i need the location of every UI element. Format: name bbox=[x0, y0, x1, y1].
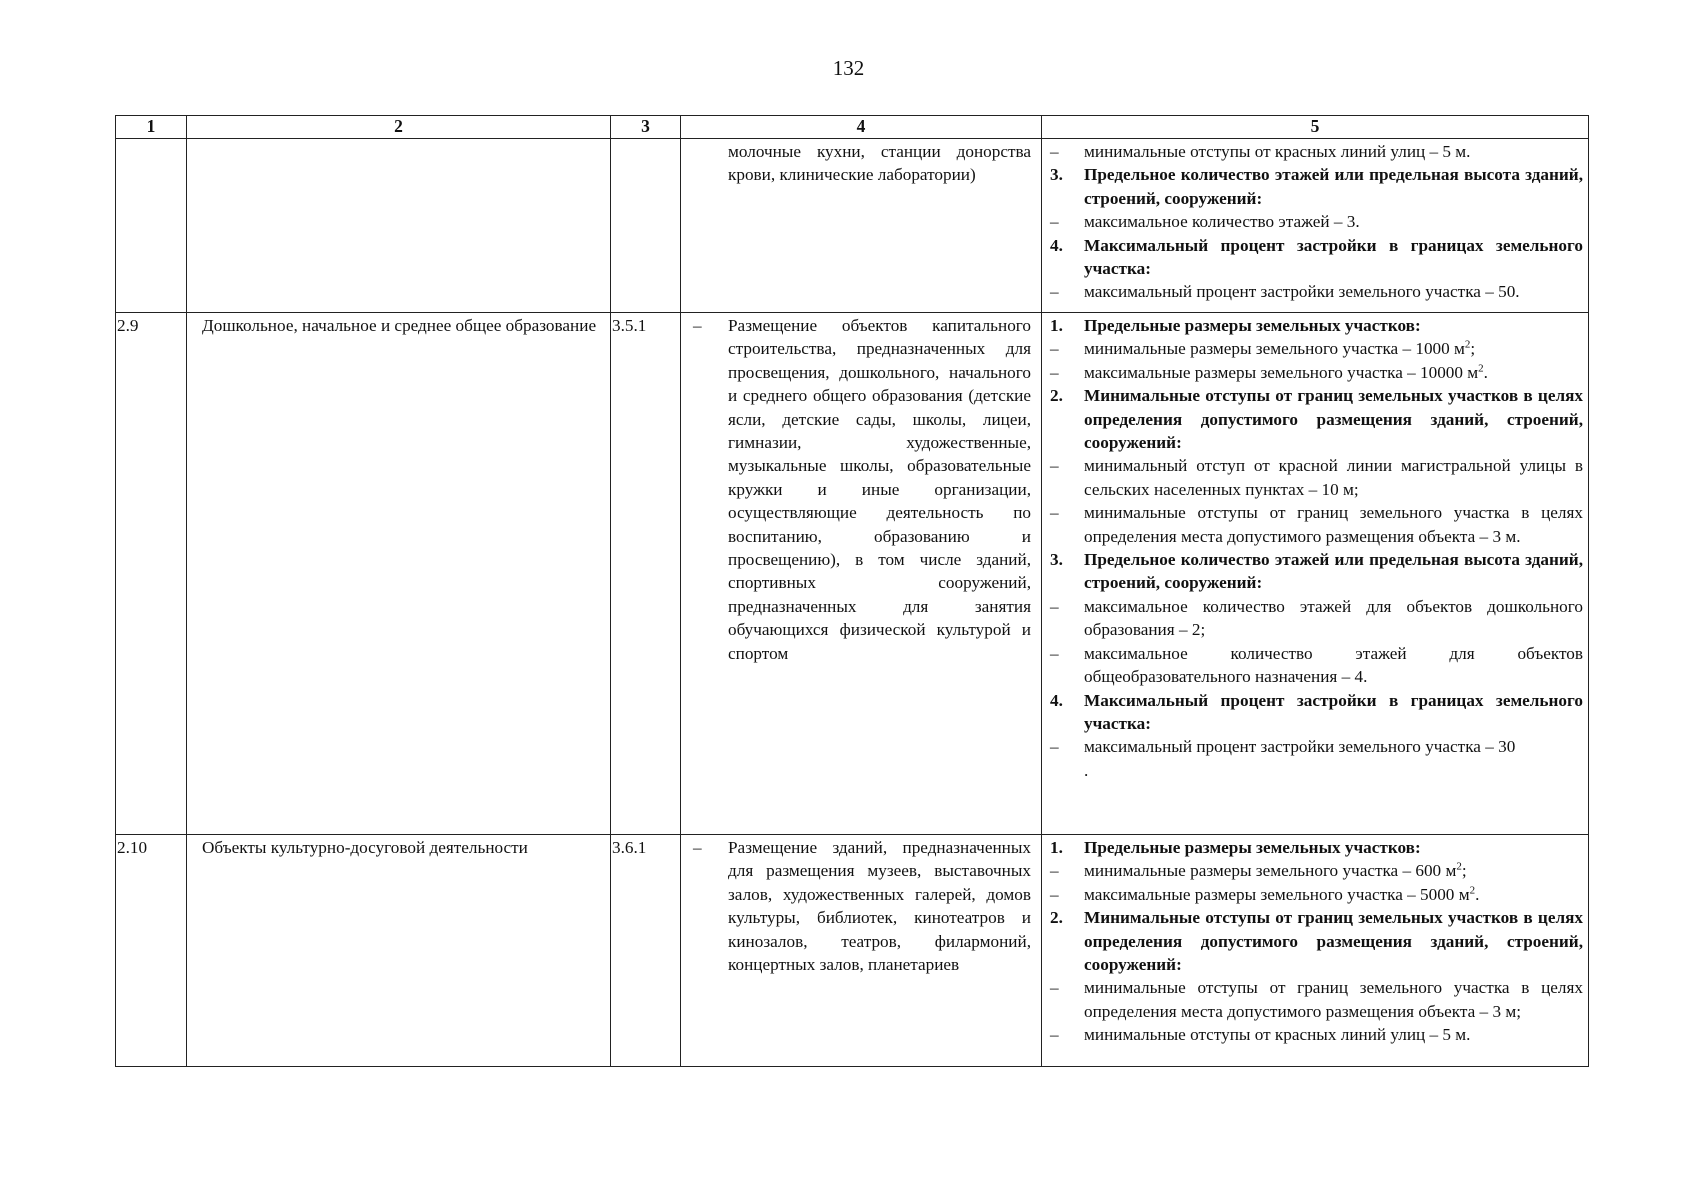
item-text bbox=[1084, 337, 1583, 360]
item-text bbox=[1084, 384, 1583, 454]
use-code: 3.6.1 bbox=[612, 838, 647, 857]
use-code: 3.5.1 bbox=[612, 316, 647, 335]
item-text-main: минимальные отступы от красных линий улиц – 5 м. bbox=[1084, 1025, 1471, 1045]
dash-marker: – bbox=[1050, 142, 1059, 161]
item-text-main: Предельное количество этажей или предельная высота зданий, строений, сооружений: bbox=[1084, 550, 1583, 593]
parameter-heading bbox=[1050, 234, 1583, 281]
item-text bbox=[1084, 883, 1583, 906]
row-number-cell bbox=[116, 139, 187, 313]
parameter-heading bbox=[1050, 314, 1583, 337]
dash-marker: – bbox=[1050, 978, 1059, 998]
row-number: 2.10 bbox=[117, 838, 148, 857]
item-number: 3. bbox=[1050, 165, 1063, 185]
item-text-tail: . bbox=[1475, 884, 1480, 904]
use-type-name: Дошкольное, начальное и среднее общее образование bbox=[202, 316, 597, 335]
parameter-item bbox=[1050, 859, 1583, 882]
description-text: Размещение объектов капитального строительства, предназначенных для просвещения, дошкольного, начального и среднего общего образования (детские ясли, детские сады, школы, лицеи, гимназии, художественные, музыкальные школы, образовательные кружки и иные организации, осуществляющие деятельность по воспитанию, образованию и просвещению), в том числе зданий, спортивных сооружений, предназначенных для занятия обучающихся физической культурой и спортом bbox=[728, 316, 1031, 663]
item-text-main: минимальный отступ от красной линии магистральной улицы в сельских населенных пунктах – 10 м; bbox=[1084, 456, 1583, 499]
item-number: 2. bbox=[1050, 908, 1063, 928]
item-text bbox=[1084, 689, 1583, 736]
item-text-main: максимальный процент застройки земельного участка – 50. bbox=[1084, 282, 1520, 302]
dash-marker: – bbox=[1050, 861, 1059, 881]
parameter-item bbox=[1050, 337, 1583, 360]
code-cell bbox=[611, 139, 681, 313]
dash-marker: – bbox=[1050, 884, 1059, 904]
superscript: 2 bbox=[1478, 362, 1484, 375]
item-text-main: Минимальные отступы от границ земельных участков в целях определения допустимого размещения зданий, строений, сооружений: bbox=[1084, 908, 1583, 975]
row-number: 2.9 bbox=[117, 316, 139, 335]
row-number-cell bbox=[116, 835, 187, 1067]
page-number: 132 bbox=[832, 56, 865, 80]
item-number: 1. bbox=[1050, 316, 1063, 335]
use-type-cell bbox=[187, 313, 611, 835]
parameter-heading bbox=[1050, 163, 1583, 210]
parameter-item bbox=[1050, 735, 1583, 758]
table-row bbox=[116, 139, 1589, 313]
superscript: 2 bbox=[1464, 338, 1471, 351]
item-text-main: максимальные размеры земельного участка – 5000 м bbox=[1084, 884, 1470, 904]
item-text-main: Минимальные отступы от границ земельных участков в целях определения допустимого размещения зданий, строений, сооружений: bbox=[1084, 386, 1583, 453]
dash-marker: – bbox=[1050, 503, 1059, 523]
description-cell bbox=[681, 139, 1042, 313]
item-text-main: Максимальный процент застройки в границах земельного участка: bbox=[1084, 235, 1583, 279]
item-text bbox=[1084, 501, 1583, 548]
description-item bbox=[693, 836, 1031, 976]
item-text bbox=[1084, 836, 1583, 859]
parameter-heading bbox=[1050, 689, 1583, 736]
item-text bbox=[1084, 642, 1583, 689]
item-text bbox=[1084, 234, 1583, 281]
code-cell bbox=[611, 313, 681, 835]
item-number: 1. bbox=[1050, 838, 1063, 857]
code-cell bbox=[611, 835, 681, 1067]
description-cell bbox=[681, 313, 1042, 835]
item-text-main: максимальное количество этажей – 3. bbox=[1084, 212, 1360, 232]
parameter-heading bbox=[1050, 384, 1583, 454]
item-text bbox=[1084, 735, 1583, 758]
parameter-item bbox=[1050, 210, 1583, 233]
item-text-main: минимальные отступы от красных линий улиц – 5 м. bbox=[1084, 142, 1471, 161]
use-type-cell bbox=[187, 835, 611, 1067]
parameter-heading bbox=[1050, 906, 1583, 976]
description-text: молочные кухни, станции донорства крови, клинические лаборатории) bbox=[728, 142, 1031, 185]
item-text bbox=[1084, 314, 1583, 337]
item-text-main: Максимальный процент застройки в границах земельного участка: bbox=[1084, 690, 1583, 733]
item-number: 4. bbox=[1050, 235, 1063, 255]
column-header: 4 bbox=[681, 116, 1042, 139]
item-text bbox=[1084, 595, 1583, 642]
item-text-main: минимальные размеры земельного участка – 600 м bbox=[1084, 861, 1457, 881]
dash-marker: – bbox=[1050, 737, 1059, 757]
item-text bbox=[1084, 454, 1583, 501]
regulations-table bbox=[115, 115, 1589, 1067]
header-row bbox=[116, 116, 1589, 139]
item-text bbox=[1084, 280, 1583, 303]
item-text bbox=[1084, 906, 1583, 976]
description-cell bbox=[681, 835, 1042, 1067]
dash-marker: – bbox=[1050, 643, 1059, 663]
parameter-item bbox=[1050, 454, 1583, 501]
parameter-item bbox=[1050, 883, 1583, 906]
dash-marker: – bbox=[1050, 339, 1059, 359]
parameter-heading bbox=[1050, 836, 1583, 859]
column-header: 2 bbox=[187, 116, 611, 139]
parameter-item bbox=[1050, 501, 1583, 548]
item-text bbox=[1084, 140, 1583, 163]
parameter-item bbox=[1050, 1023, 1583, 1046]
item-text-main: Предельное количество этажей или предельная высота зданий, строений, сооружений: bbox=[1084, 165, 1583, 208]
column-header: 3 bbox=[611, 116, 681, 139]
dash-marker: – bbox=[1050, 596, 1059, 616]
dash-marker: – bbox=[1050, 456, 1059, 476]
item-number: 2. bbox=[1050, 386, 1063, 406]
use-type-cell bbox=[187, 139, 611, 313]
dash-marker: – bbox=[1050, 362, 1059, 382]
item-text-main: максимальный процент застройки земельного участка – 30 bbox=[1084, 737, 1516, 757]
description-item bbox=[693, 314, 1031, 665]
parameter-item bbox=[1050, 280, 1583, 303]
item-text bbox=[1084, 163, 1583, 210]
item-text bbox=[1084, 976, 1583, 1023]
parameters-cell bbox=[1042, 835, 1589, 1067]
item-text-main: максимальное количество этажей для объектов дошкольного образования – 2; bbox=[1084, 596, 1583, 640]
use-type-name: Объекты культурно-досуговой деятельности bbox=[202, 838, 528, 857]
item-text-tail: ; bbox=[1470, 339, 1476, 359]
column-header: 5 bbox=[1042, 116, 1589, 139]
item-text bbox=[1084, 1023, 1583, 1046]
item-text-main: минимальные отступы от границ земельного участка в целях определения места допустимого размещения объекта – 3 м; bbox=[1084, 978, 1583, 1021]
item-text bbox=[1084, 361, 1583, 384]
parameters-cell bbox=[1042, 139, 1589, 313]
parameter-item bbox=[1050, 976, 1583, 1023]
item-text-main: минимальные отступы от границ земельного участка в целях определения места допустимого размещения объекта – 3 м. bbox=[1084, 503, 1583, 546]
row-number-cell bbox=[116, 313, 187, 835]
item-text bbox=[1084, 548, 1583, 595]
superscript: 2 bbox=[1469, 884, 1476, 897]
item-text bbox=[1084, 859, 1583, 882]
description-text: Размещение зданий, предназначенных для размещения музеев, выставочных залов, художественных галерей, домов культуры, библиотек, кинотеатров и кинозалов, театров, филармоний, концертных залов, планетариев bbox=[728, 838, 1031, 975]
parameter-item bbox=[1050, 361, 1583, 384]
dash-marker: – bbox=[693, 316, 702, 335]
dash-marker: – bbox=[1050, 212, 1059, 232]
item-text-main: максимальное количество этажей для объектов общеобразовательного назначения – 4. bbox=[1084, 643, 1583, 687]
superscript: 2 bbox=[1456, 860, 1462, 873]
item-text-tail: ; bbox=[1461, 861, 1467, 881]
item-text bbox=[1084, 210, 1583, 233]
dash-marker: – bbox=[1050, 1025, 1059, 1045]
item-text-tail: . bbox=[1483, 362, 1488, 382]
table-row bbox=[116, 835, 1589, 1067]
item-number: 3. bbox=[1050, 550, 1063, 570]
parameter-item bbox=[1050, 642, 1583, 689]
item-text-main: Предельные размеры земельных участков: bbox=[1084, 316, 1421, 335]
parameter-item bbox=[1050, 595, 1583, 642]
table-row bbox=[116, 313, 1589, 835]
parameter-heading bbox=[1050, 548, 1583, 595]
item-text-main: Предельные размеры земельных участков: bbox=[1084, 838, 1421, 857]
item-text-main: максимальные размеры земельного участка – 10000 м bbox=[1084, 362, 1479, 382]
description-item bbox=[693, 140, 1031, 187]
parameter-text: . bbox=[1084, 760, 1089, 780]
item-text-main: минимальные размеры земельного участка – 1000 м bbox=[1084, 339, 1465, 359]
parameter-item bbox=[1050, 140, 1583, 163]
column-header: 1 bbox=[116, 116, 187, 139]
parameters-cell bbox=[1042, 313, 1589, 835]
dash-marker: – bbox=[1050, 282, 1059, 302]
item-number: 4. bbox=[1050, 690, 1063, 710]
dash-marker: – bbox=[693, 838, 702, 857]
